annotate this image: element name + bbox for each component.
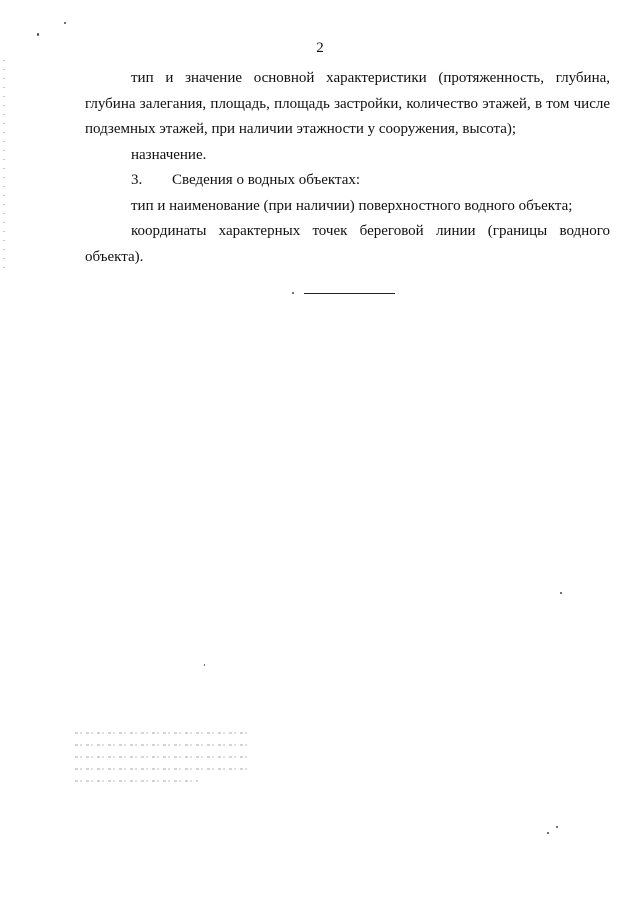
section-3-title: Сведения о водных объектах:	[172, 172, 361, 188]
scan-speck	[64, 22, 66, 24]
stamp-line	[75, 780, 198, 782]
paragraph-water-body-type: тип и наименование (при наличии) поверхностного водного объекта;	[131, 197, 573, 214]
scan-speck	[547, 832, 549, 834]
end-of-text-rule	[304, 293, 395, 294]
section-3-number: 3.	[131, 172, 143, 188]
faint-registration-stamp	[75, 732, 250, 794]
scan-margin-marks	[3, 60, 5, 270]
stamp-line	[75, 744, 250, 746]
page-number: 2	[316, 40, 324, 56]
stamp-line	[75, 768, 250, 770]
section-3-heading	[85, 168, 610, 194]
scan-speck	[37, 33, 39, 36]
paragraph-purpose: назначение.	[131, 146, 207, 163]
scan-speck	[204, 664, 205, 666]
scan-speck	[556, 826, 558, 828]
scan-speck	[292, 292, 294, 294]
stamp-line	[75, 756, 250, 758]
stamp-line	[75, 732, 250, 734]
scan-speck	[560, 592, 562, 594]
paragraph-main-characteristic: тип и значение основной характеристики (протяженность, глубина, глубина залегания, площадь, площадь застройки, количество этажей, в том числе подземных этажей, при наличии этажности у сооружения, высота);	[85, 70, 610, 137]
document-body	[85, 66, 610, 270]
paragraph-shoreline-coordinates: координаты характерных точек береговой линии (границы водного объекта).	[85, 223, 610, 265]
